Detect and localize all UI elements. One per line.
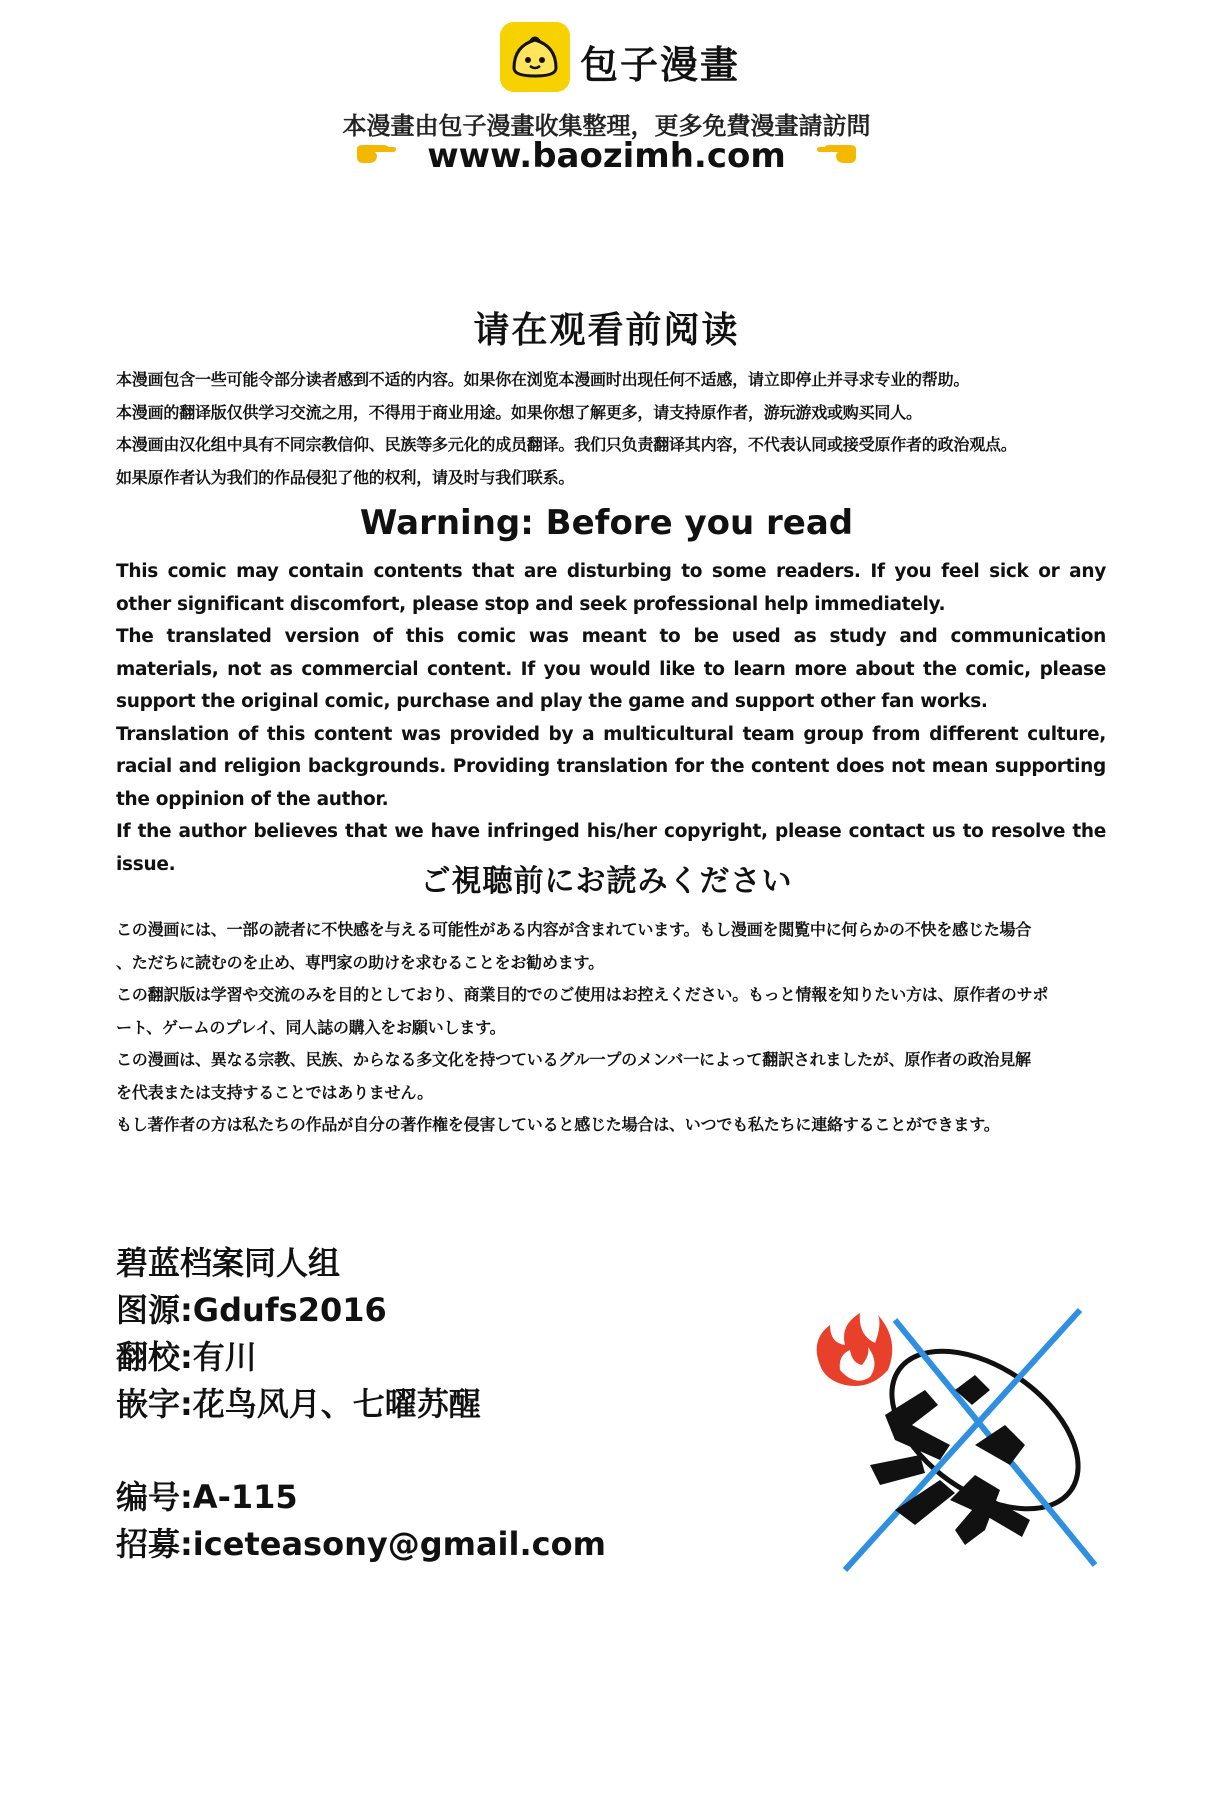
credit-recruit-email[interactable]: 招募:iceteasony@gmail.com xyxy=(116,1525,606,1563)
jp-notice-line: この漫画は、異なる宗教、民族、からなる多文化を持つているグル一プのメンバ一によって翻訳されましたが、原作者の政治見解 xyxy=(116,1050,1031,1069)
site-url-link[interactable]: www.baozimh.com xyxy=(427,136,786,176)
cn-notice-line: 本漫画包含一些可能令部分读者感到不适的内容。如果你在浏览本漫画时出现任何不适感，请立即停止并寻求专业的帮助。 xyxy=(116,370,970,389)
cn-notice-line: 本漫画的翻译版仅供学习交流之用，不得用于商业用途。如果你想了解更多，请支持原作者，游玩游戏或购买同人。 xyxy=(116,402,922,422)
jp-notice-body xyxy=(116,914,1106,1142)
cn-notice-line: 如果原作者认为我们的作品侵犯了他的权利，请及时与我们联系。 xyxy=(116,467,575,487)
pointing-left-hand-icon xyxy=(816,138,860,178)
cn-notice-body xyxy=(116,364,1106,494)
credits-spacer xyxy=(116,1428,716,1474)
jp-notice-title: ご視聴前にお読みください xyxy=(420,864,793,899)
credit-number: 编号:A-115 xyxy=(116,1478,298,1516)
en-notice-body xyxy=(116,556,1106,881)
baozi-logo-icon xyxy=(500,22,570,92)
credit-source: 图源:Gdufs2016 xyxy=(116,1291,387,1329)
jp-notice-line: もし著作者の方は私たちの作品が自分の著作権を侵害していると感じた場合は、いつでも私たちに連絡することができます。 xyxy=(116,1115,1000,1134)
site-link-row[interactable] xyxy=(0,136,1213,178)
jp-notice-line: この翻訳版は学習や交流のみを目的としており、商業目的でのご使用はお控えください。もっと情報を知りたい方は、原作者のサポ xyxy=(116,985,1049,1004)
jp-notice-line: この漫画には、一部の読者に不快感を与える可能性がある内容が含まれています。もし漫画を閲覧中に何らかの不快を感じた場合 xyxy=(116,920,1032,939)
jp-notice-line: 、ただちに読むのを止め、専門家の助けを求むることをお勧めます。 xyxy=(116,952,604,972)
jp-notice-line: ート、ゲームのプレイ、同人誌の購入をお願いします。 xyxy=(116,1017,506,1037)
cn-notice-title: 请在观看前阅读 xyxy=(473,310,740,351)
en-notice-paragraph: Translation of this content was provided by a multicultural team group from different culture, racial and religion backgrounds. Providing translation for the content does not mean supporting the oppinion of the author. xyxy=(116,723,1106,810)
credit-typeset: 嵌字:花鸟风月、七曜苏醒 xyxy=(116,1385,481,1423)
jp-notice-line: を代表または支持することではありません。 xyxy=(116,1082,433,1102)
en-notice-title: Warning: Before you read xyxy=(359,503,854,543)
en-notice-paragraph: The translated version of this comic was meant to be used as study and communication materials, not as commercial content. If you would like to learn more about the comic, please support the original comic, purchase and play the game and support other fan works. xyxy=(116,626,1106,712)
brand[interactable] xyxy=(500,22,760,94)
en-notice-paragraph: If the author believes that we have infringed his/her copyright, please contact us to resolve the issue. xyxy=(116,821,1106,875)
group-name: 碧蓝档案同人组 xyxy=(116,1244,341,1282)
credits-block xyxy=(116,1240,716,1568)
brand-name: 包子漫畫 xyxy=(580,43,741,87)
credit-proofread: 翻校:有川 xyxy=(116,1338,257,1376)
en-notice-paragraph: This comic may contain contents that are disturbing to some readers. If you feel sick or any other significant discomfort, please stop and seek professional help immediately. xyxy=(116,561,1106,615)
promo-text: 本漫畫由包子漫畫收集整理，更多免費漫畫請訪問 xyxy=(342,112,871,140)
pointing-right-hand-icon xyxy=(353,138,397,178)
cn-notice-line: 本漫画由汉化组中具有不同宗教信仰、民族等多元化的成员翻译。我们只负责翻译其内容，不代表认同或接受原作者的政治观点。 xyxy=(116,435,1017,454)
translation-group-emblem-icon xyxy=(800,1295,1110,1575)
